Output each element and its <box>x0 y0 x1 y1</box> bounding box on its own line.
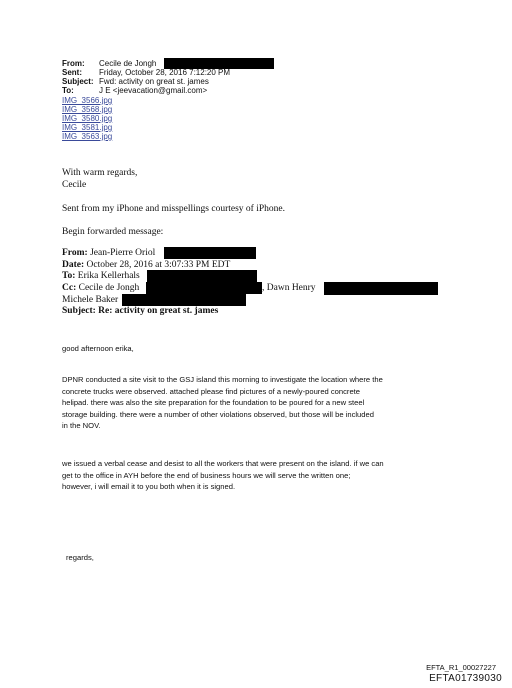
fwd-cc <box>62 283 139 294</box>
footer-doc-id: EFTA_R1_00027227 <box>426 663 496 672</box>
header-sent-value: Friday, October 28, 2016 7:12:20 PM <box>99 68 231 77</box>
fwd-from-value: Jean-Pierre Oriol <box>90 248 156 258</box>
fwd-cc-value: Cecile de Jongh <box>78 283 140 293</box>
body-line: get to the office in AYH before the end of business hours we will serve the written one; <box>62 470 351 480</box>
attachment-link[interactable]: IMG_3581.jpg <box>62 123 113 132</box>
redaction-box <box>146 282 262 294</box>
body-line: however, i will email it to you both when it is signed. <box>62 482 236 492</box>
intro-begin: Begin forwarded message: <box>62 227 164 237</box>
footer-bates-number: EFTA01739030 <box>429 673 502 684</box>
fwd-cc-value-2: , Dawn Henry <box>262 283 316 293</box>
body-line: concrete trucks were observed. attached please find pictures of a newly-poured concrete <box>62 386 361 396</box>
fwd-subject <box>62 306 218 317</box>
fwd-date-label: Date: <box>62 260 85 270</box>
header-to-label: To: <box>62 86 74 95</box>
header-subject-value: Fwd: activity on great st. james <box>99 77 209 86</box>
fwd-subject-value: Re: activity on great st. james <box>98 306 219 316</box>
header-sent-label: Sent: <box>62 68 82 77</box>
fwd-from-label: From: <box>62 248 88 258</box>
fwd-from <box>62 248 155 259</box>
header-subject-label: Subject: <box>62 77 94 86</box>
header-from-label: From: <box>62 59 85 68</box>
fwd-subject-label: Subject: <box>62 306 96 316</box>
body-line: in the NOV. <box>62 421 101 431</box>
redaction-box <box>164 247 256 259</box>
header-sent <box>62 68 82 77</box>
fwd-to <box>62 271 140 282</box>
header-to <box>62 86 74 95</box>
intro-regards: With warm regards, <box>62 168 138 178</box>
body-closing: regards, <box>66 553 94 562</box>
redaction-box <box>122 294 246 306</box>
body-paragraph-1 <box>62 374 462 432</box>
attachment-link[interactable]: IMG_3566.jpg <box>62 96 113 105</box>
redaction-box <box>147 270 257 282</box>
header-subject <box>62 77 94 86</box>
intro-name: Cecile <box>62 180 87 190</box>
attachment-link[interactable]: IMG_3580.jpg <box>62 114 113 123</box>
redaction-box <box>324 282 438 295</box>
header-from-value: Cecile de Jongh <box>99 59 157 68</box>
fwd-date-value: October 28, 2016 at 3:07:33 PM EDT <box>86 260 231 270</box>
header-to-value: J E <jeevacation@gmail.com> <box>99 86 208 95</box>
body-paragraph-2 <box>62 458 462 493</box>
intro-sent-from: Sent from my iPhone and misspellings courtesy of iPhone. <box>62 204 285 214</box>
body-line: helipad. there was also the site preparation for the foundation to be poured for a new steel <box>62 398 365 408</box>
attachment-link[interactable]: IMG_3568.jpg <box>62 105 113 114</box>
fwd-to-label: To: <box>62 271 76 281</box>
body-line: we issued a verbal cease and desist to all the workers that were present on the island. if we can <box>62 459 384 468</box>
fwd-cc-value-3: Michele Baker <box>62 295 119 305</box>
body-greeting: good afternoon erika, <box>62 344 134 353</box>
body-line: storage building. there were a number of other violations observed, but those will be included <box>62 409 374 419</box>
fwd-to-value: Erika Kellerhals <box>77 271 140 281</box>
body-line: DPNR conducted a site visit to the GSJ island this morning to investigate the location where the <box>62 375 383 384</box>
fwd-cc-label: Cc: <box>62 283 77 293</box>
header-from <box>62 59 85 68</box>
attachment-link[interactable]: IMG_3563.jpg <box>62 132 113 141</box>
